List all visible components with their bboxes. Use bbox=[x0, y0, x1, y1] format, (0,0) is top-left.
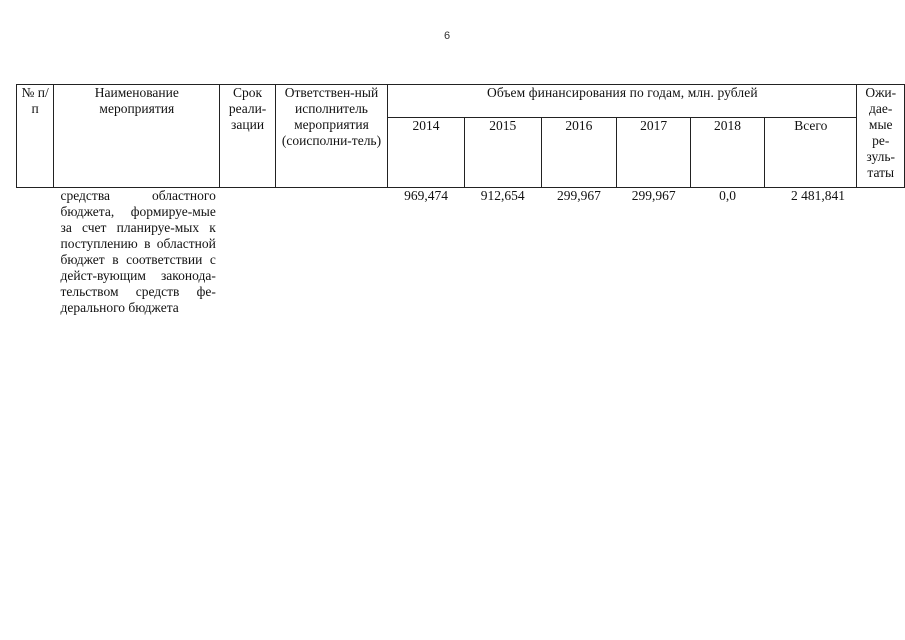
row-executor bbox=[275, 188, 387, 317]
row-total: 2 481,841 bbox=[790, 188, 845, 203]
header-year-2014: 2014 bbox=[388, 118, 465, 188]
page-number: 6 bbox=[444, 30, 451, 42]
row-value-2014: 969,474 bbox=[404, 188, 448, 203]
row-term bbox=[220, 188, 275, 317]
header-funding: Объем финансирования по годам, млн. рублей bbox=[388, 85, 857, 118]
row-value-2015: 912,654 bbox=[480, 188, 525, 203]
header-year-2016: 2016 bbox=[541, 118, 617, 188]
row-value-2018: 0,0 bbox=[719, 188, 736, 203]
funding-table bbox=[16, 84, 905, 316]
header-year-2015: 2015 bbox=[464, 118, 541, 188]
header-results: Ожи-дае-мые ре-зуль-таты bbox=[857, 85, 905, 188]
header-number: № п/п bbox=[17, 85, 54, 188]
table-row bbox=[17, 188, 905, 317]
header-total: Всего bbox=[765, 118, 857, 188]
row-value-2016: 299,967 bbox=[556, 188, 601, 203]
row-results bbox=[857, 188, 905, 317]
header-name: Наименование мероприятия bbox=[54, 85, 220, 188]
header-year-2018: 2018 bbox=[691, 118, 765, 188]
header-year-2017: 2017 bbox=[617, 118, 691, 188]
row-value-2017: 299,967 bbox=[631, 188, 676, 203]
row-name: средства областного бюджета, формируе-мые за счет планируе-мых к поступлению в областной бюджет в соответствии с дейст-вующим законода-тельством средств фе-дерального бюджета bbox=[60, 188, 216, 315]
header-executor: Ответствен-ный исполнитель мероприятия (соисполни-тель) bbox=[275, 85, 387, 188]
header-term: Срок реали-зации bbox=[220, 85, 275, 188]
